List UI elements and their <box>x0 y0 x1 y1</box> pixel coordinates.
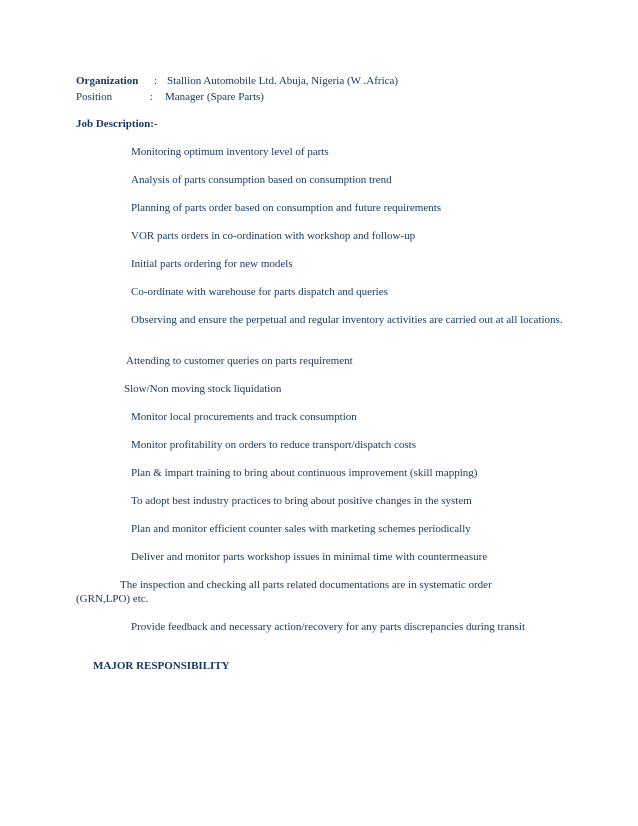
list-item: Initial parts ordering for new models <box>131 258 293 270</box>
list-item: Deliver and monitor parts workshop issues in minimal time with countermeasure <box>131 551 488 563</box>
list-item: Attending to customer queries on parts requirement <box>126 355 353 367</box>
list-item: Monitoring optimum inventory level of parts <box>131 146 329 158</box>
list-item: Analysis of parts consumption based on consumption trend <box>131 174 392 186</box>
list-item: Plan and monitor efficient counter sales with marketing schemes periodically <box>131 523 471 535</box>
organization-separator: : <box>154 75 158 87</box>
position-label: Position <box>76 91 113 103</box>
list-item: VOR parts orders in co-ordination with workshop and follow-up <box>131 230 416 242</box>
list-item: Monitor local procurements and track consumption <box>131 411 357 423</box>
list-item: Monitor profitability on orders to reduce transport/dispatch costs <box>131 439 417 451</box>
organization-label: Organization <box>76 75 139 87</box>
list-item: Slow/Non moving stock liquidation <box>124 383 282 395</box>
organization-value: Stallion Automobile Ltd. Abuja, Nigeria (W .Africa) <box>167 75 399 87</box>
job-description-heading: Job Description:- <box>76 118 158 130</box>
list-item: Observing and ensure the perpetual and regular inventory activities are carried out at all locations. <box>131 314 563 326</box>
list-item: Plan & impart training to bring about continuous improvement (skill mapping) <box>131 467 478 479</box>
position-value: Manager (Spare Parts) <box>165 91 264 103</box>
list-item: The inspection and checking all parts related documentations are in systematic order <box>120 579 492 591</box>
major-responsibility-heading: MAJOR RESPONSIBILITY <box>93 660 230 672</box>
list-item: To adopt best industry practices to bring about positive changes in the system <box>131 495 472 507</box>
list-item: Provide feedback and necessary action/recovery for any parts discrepancies during transit <box>131 621 526 633</box>
list-item: Planning of parts order based on consumption and future requirements <box>131 202 442 214</box>
list-item-continuation: (GRN,LPO) etc. <box>76 593 149 605</box>
list-item: Co-ordinate with warehouse for parts dispatch and queries <box>131 286 388 298</box>
position-separator: : <box>150 91 154 103</box>
